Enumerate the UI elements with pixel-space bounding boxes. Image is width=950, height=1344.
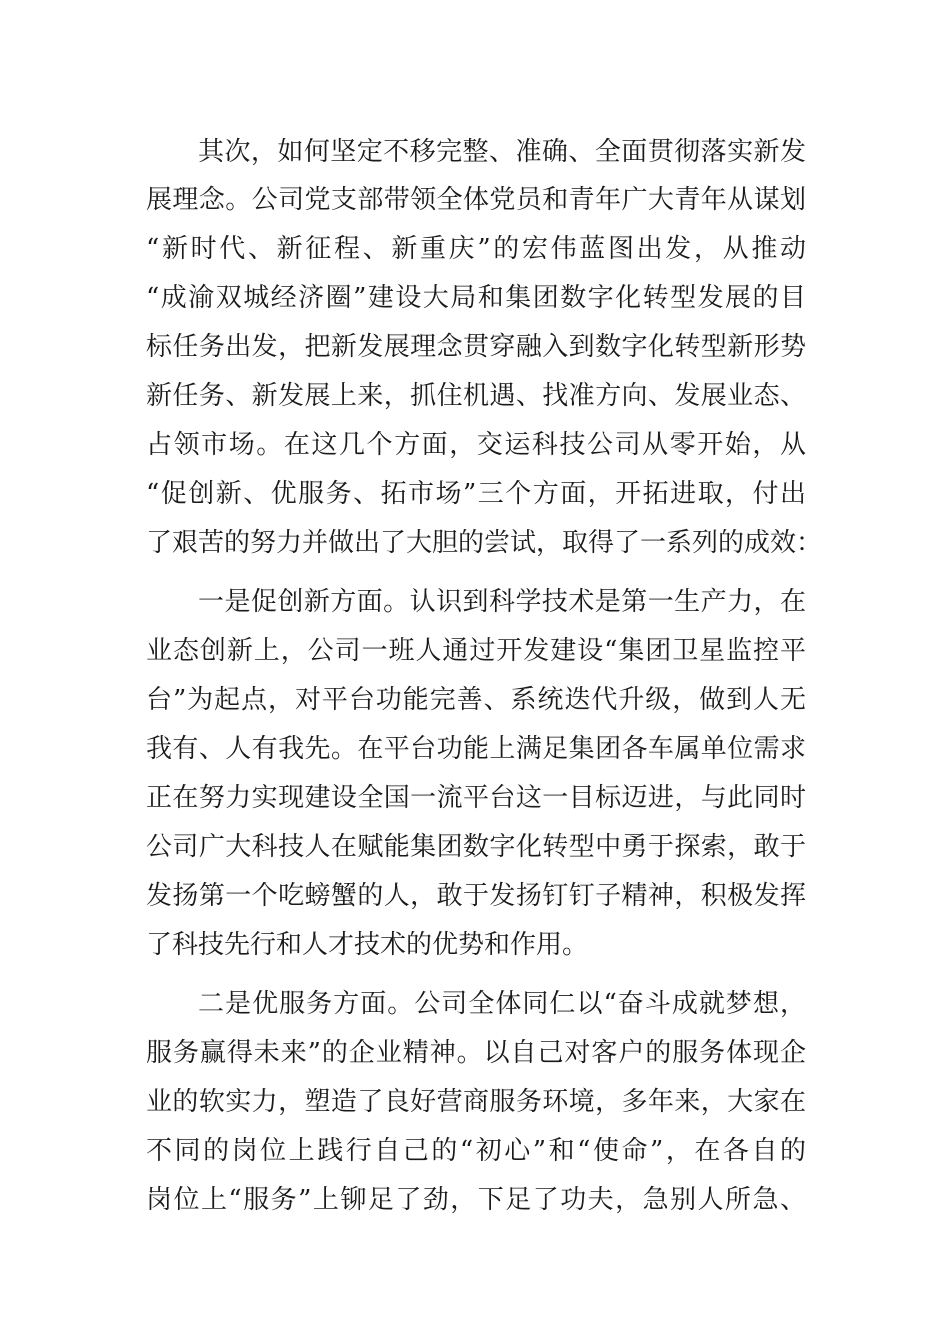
- paragraph-line: 了科技先行和人才技术的优势和作用。: [146, 930, 589, 960]
- paragraph-line: 二是优服务方面。公司全体同仁以“奋斗成就梦想，: [198, 989, 806, 1019]
- paragraph-line: 了艰苦的努力并做出了大胆的尝试，取得了一系列的成效：: [146, 528, 823, 558]
- paragraph-line: 台”为起点，对平台功能完善、系统迭代升级，做到人无: [146, 685, 806, 715]
- paragraph-line: 业态创新上，公司一班人通过开发建设“集团卫星监控平: [146, 636, 806, 666]
- paragraph-line: 展理念。公司党支部带领全体党员和青年广大青年从谋划: [146, 185, 806, 215]
- paragraph-line: 其次，如何坚定不移完整、准确、全面贯彻落实新发: [198, 137, 806, 167]
- paragraph-line: 占领市场。在这几个方面，交运科技公司从零开始，从: [146, 430, 806, 460]
- paragraph-line: 发扬第一个吃螃蟹的人，敢于发扬钉钉子精神，积极发挥: [146, 881, 806, 911]
- paragraph-line: 一是促创新方面。认识到科学技术是第一生产力，在: [198, 587, 806, 617]
- paragraph-line: 岗位上“服务”上铆足了劲，下足了功夫，急别人所急、: [146, 1185, 806, 1215]
- paragraph-line: 服务赢得未来”的企业精神。以自己对客户的服务体现企: [146, 1038, 806, 1068]
- paragraph-line: 公司广大科技人在赋能集团数字化转型中勇于探索，敢于: [146, 832, 806, 862]
- paragraph-line: 正在努力实现建设全国一流平台这一目标迈进，与此同时: [146, 783, 806, 813]
- paragraph-line: 业的软实力，塑造了良好营商服务环境，多年来，大家在: [146, 1087, 806, 1117]
- paragraph-line: 新任务、新发展上来，抓住机遇、找准方向、发展业态、: [146, 381, 806, 411]
- paragraph-line: 不同的岗位上践行自己的“初心”和“使命”，在各自的: [146, 1136, 806, 1166]
- paragraph-line: “新时代、新征程、新重庆”的宏伟蓝图出发，从推动: [146, 234, 806, 264]
- paragraph-line: 标任务出发，把新发展理念贯穿融入到数字化转型新形势: [146, 332, 806, 362]
- paragraph-line: 我有、人有我先。在平台功能上满足集团各车属单位需求: [146, 734, 806, 764]
- paragraph-line: “促创新、优服务、拓市场”三个方面，开拓进取，付出: [146, 479, 806, 509]
- paragraph-line: “成渝双城经济圈”建设大局和集团数字化转型发展的目: [146, 283, 806, 313]
